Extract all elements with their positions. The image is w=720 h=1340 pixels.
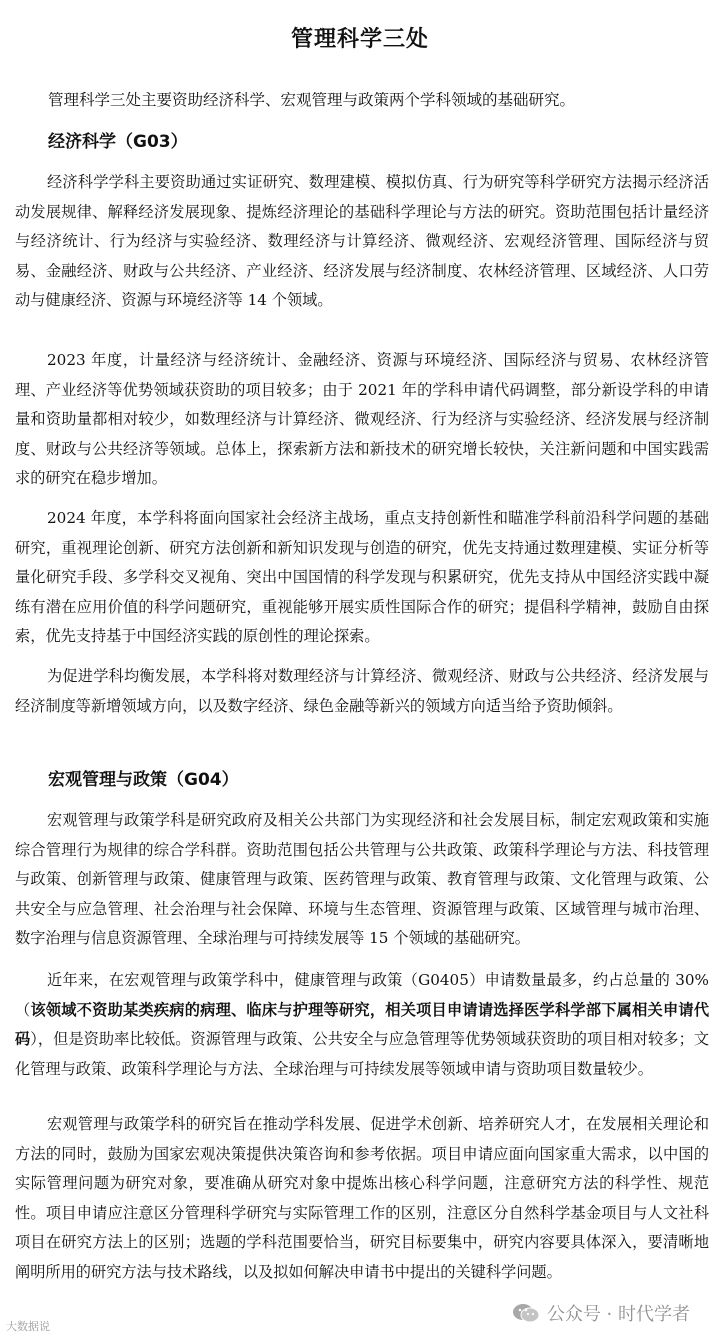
g04-paragraph-1: 宏观管理与政策学科是研究政府及相关公共部门为实现经济和社会发展目标，制定宏观政策和实施综合管理行为规律的综合学科群。资助范围包括公共管理与公共政策、政策科学理论与方法、科技管理与政策、创新管理与政策、健康管理与政策、医药管理与政策、教育管理与政策、文化管理与政策、公共安全与应急管理、社会治理与社会保障、环境与生态管理、资源管理与政策、区域管理与城市治理、数字治理与信息资源管理、全球治理与可持续发展等 15 个领域的基础研究。 bbox=[15, 811, 709, 948]
g03-paragraph-3: 2024 年度，本学科将面向国家社会经济主战场，重点支持创新性和瞄准学科前沿科学问题的基础研究，重视理论创新、研究方法创新和新知识发现与创造的研究，优先支持通过数理建模、实证分析等量化研究手段、多学科交叉视角、突出中国国情的科学发现与积累研究，优先支持从中国经济实践中凝练有潜在应用价值的科学问题研究，重视能够开展实质性国际合作的研究；提倡科学精神，鼓励自由探索，优先支持基于中国经济实践的原创性的理论探索。 bbox=[15, 509, 709, 646]
g03-paragraph-2: 2023 年度，计量经济与经济统计、金融经济、资源与环境经济、国际经济与贸易、农林经济管理、产业经济等优势领域获资助的项目较多；由于 2021 年的学科申请代码调整，部分新设学科的申请量和资助量都相对较少，如数理经济与计算经济、微观经济、行为经济与实验经济、经济发展与经济制度、财政与公共经济等领域。总体上，探索新方法和新技术的研究增长较快，关注新问题和中国实践需求的研究在稳步增加。 bbox=[15, 351, 709, 488]
g04-paragraph-2-text-b: ），但是资助率比较低。资源管理与政策、公共安全与应急管理等优势领域获资助的项目相对较多；文化管理与政策、政策科学理论与方法、全球治理与可持续发展等领域申请与资助项目数量较少。 bbox=[15, 1030, 710, 1078]
g04-paragraph-2-text-a: 近年来，在宏观管理与政策学科中，健康管理与政策（G0405）申请数量最多，约占总量的 30%（ bbox=[15, 971, 709, 1019]
g04-paragraph-2-bold-note: 该领域不资助某类疾病的病理、临床与护理等研究，相关项目申请请选择医学科学部下属相关申请代码 bbox=[15, 1000, 710, 1049]
page-title: 管理科学三处 bbox=[290, 27, 429, 52]
g03-paragraph-1: 经济科学学科主要资助通过实证研究、数理建模、模拟仿真、行为研究等科学研究方法揭示经济活动发展规律、解释经济发展现象、提炼经济理论的基础科学理论与方法的研究。资助范围包括计量经济与经济统计、行为经济与实验经济、数理经济与计算经济、微观经济、宏观经济管理、国际经济与贸易、金融经济、财政与公共经济、产业经济、经济发展与经济制度、农林经济管理、区域经济、人口劳动与健康经济、资源与环境经济等 14 个领域。 bbox=[15, 173, 709, 310]
section-heading-g04: 宏观管理与政策（G04） bbox=[48, 770, 239, 790]
corner-watermark: 大数据说 bbox=[6, 1320, 50, 1333]
g04-paragraph-2 bbox=[15, 966, 709, 1084]
intro-paragraph: 管理科学三处主要资助经济科学、宏观管理与政策两个学科领域的基础研究。 bbox=[48, 91, 576, 109]
g04-paragraph-3: 宏观管理与政策学科的研究旨在推动学科发展、促进学术创新、培养研究人才，在发展相关理论和方法的同时，鼓励为国家宏观决策提供决策咨询和参考依据。项目申请应面向国家重大需求，以中国的实际管理问题为研究对象，要准确从研究对象中提炼出核心科学问题，注意研究方法的科学性、规范性。项目申请应注意区分管理科学研究与实际管理工作的区别，注意区分自然科学基金项目与人文社科项目在研究方法上的区别；选题的学科范围要恰当，研究目标要集中，研究内容要具体深入，要清晰地阐明所用的研究方法与技术路线，以及拟如何解决申请书中提出的关键科学问题。 bbox=[15, 1115, 709, 1281]
g03-paragraph-4: 为促进学科均衡发展，本学科将对数理经济与计算经济、微观经济、财政与公共经济、经济发展与经济制度等新增领域方向，以及数字经济、绿色金融等新兴的领域方向适当给予资助倾斜。 bbox=[15, 667, 709, 715]
section-heading-g03: 经济科学（G03） bbox=[48, 132, 188, 152]
wechat-watermark bbox=[511, 1300, 690, 1326]
wechat-icon bbox=[511, 1302, 541, 1324]
wechat-watermark-text: 公众号 · 时代学者 bbox=[546, 1304, 690, 1325]
